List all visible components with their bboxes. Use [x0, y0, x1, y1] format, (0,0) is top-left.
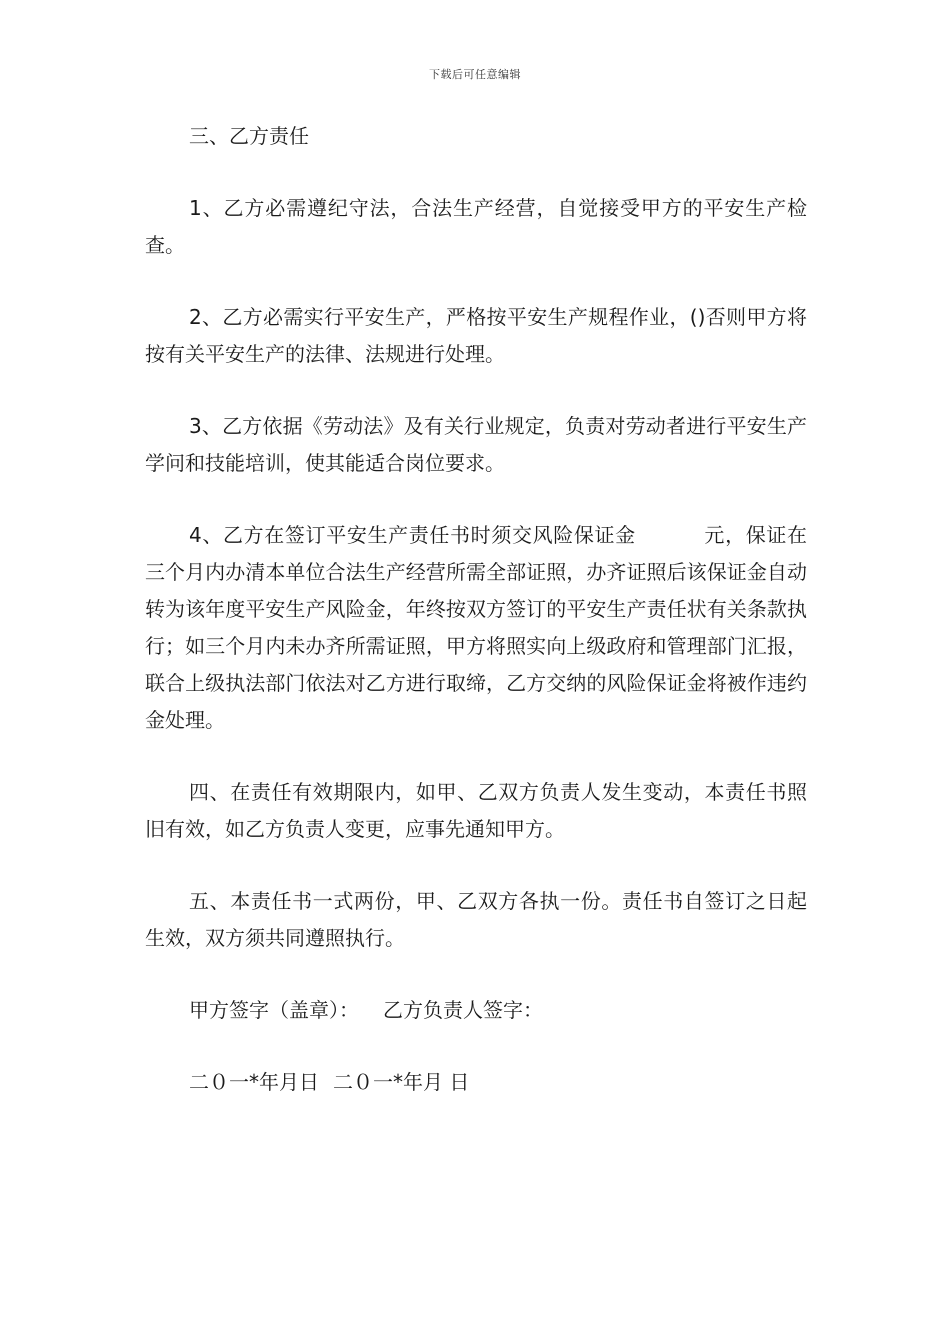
- clause-4-part-1: 4、乙方在签订平安生产责任书时须交风险保证金: [189, 523, 636, 547]
- party-a-date: 二０一*年月日: [189, 1070, 319, 1094]
- clause-1: 1、乙方必需遵纪守法，合法生产经营，自觉接受甲方的平安生产检查。: [145, 196, 807, 257]
- party-b-date: 二０一*年月 日: [333, 1070, 470, 1094]
- party-a-signature-label: 甲方签字（盖章）：: [189, 998, 359, 1022]
- clause-4-part-2: 元，保证在三个月内办清本单位合法生产经营所需全部证照，办齐证照后该保证金自动转为该年度平安生产风险金，年终按双方签订的平安生产责任状有关条款执行；如三个月内未办齐所需证照，甲方将照实向上级政府和管理部门汇报，联合上级执法部门依法对乙方进行取缔，乙方交纳的风险保证金将被作违约金处理。: [145, 523, 807, 732]
- section-4: 四、在责任有效期限内，如甲、乙双方负责人发生变动，本责任书照旧有效，如乙方负责人变更，应事先通知甲方。: [145, 780, 807, 841]
- document-body: [145, 118, 807, 1136]
- clause-2: 2、乙方必需实行平安生产，严格按平安生产规程作业，()否则甲方将按有关平安生产的法律、法规进行处理。: [145, 305, 807, 366]
- section-5: 五、本责任书一式两份，甲、乙双方各执一份。责任书自签订之日起生效，双方须共同遵照执行。: [145, 889, 807, 950]
- clause-3: 3、乙方依据《劳动法》及有关行业规定，负责对劳动者进行平安生产学问和技能培训，使其能适合岗位要求。: [145, 414, 807, 475]
- party-b-signature-label: 乙方负责人签字：: [383, 998, 543, 1022]
- date-line: [145, 1064, 807, 1101]
- signature-line: [145, 992, 807, 1029]
- page-header: 下载后可任意编辑: [429, 68, 521, 81]
- section-3-title: 三、乙方责任: [189, 124, 309, 148]
- clause-4: [145, 517, 807, 739]
